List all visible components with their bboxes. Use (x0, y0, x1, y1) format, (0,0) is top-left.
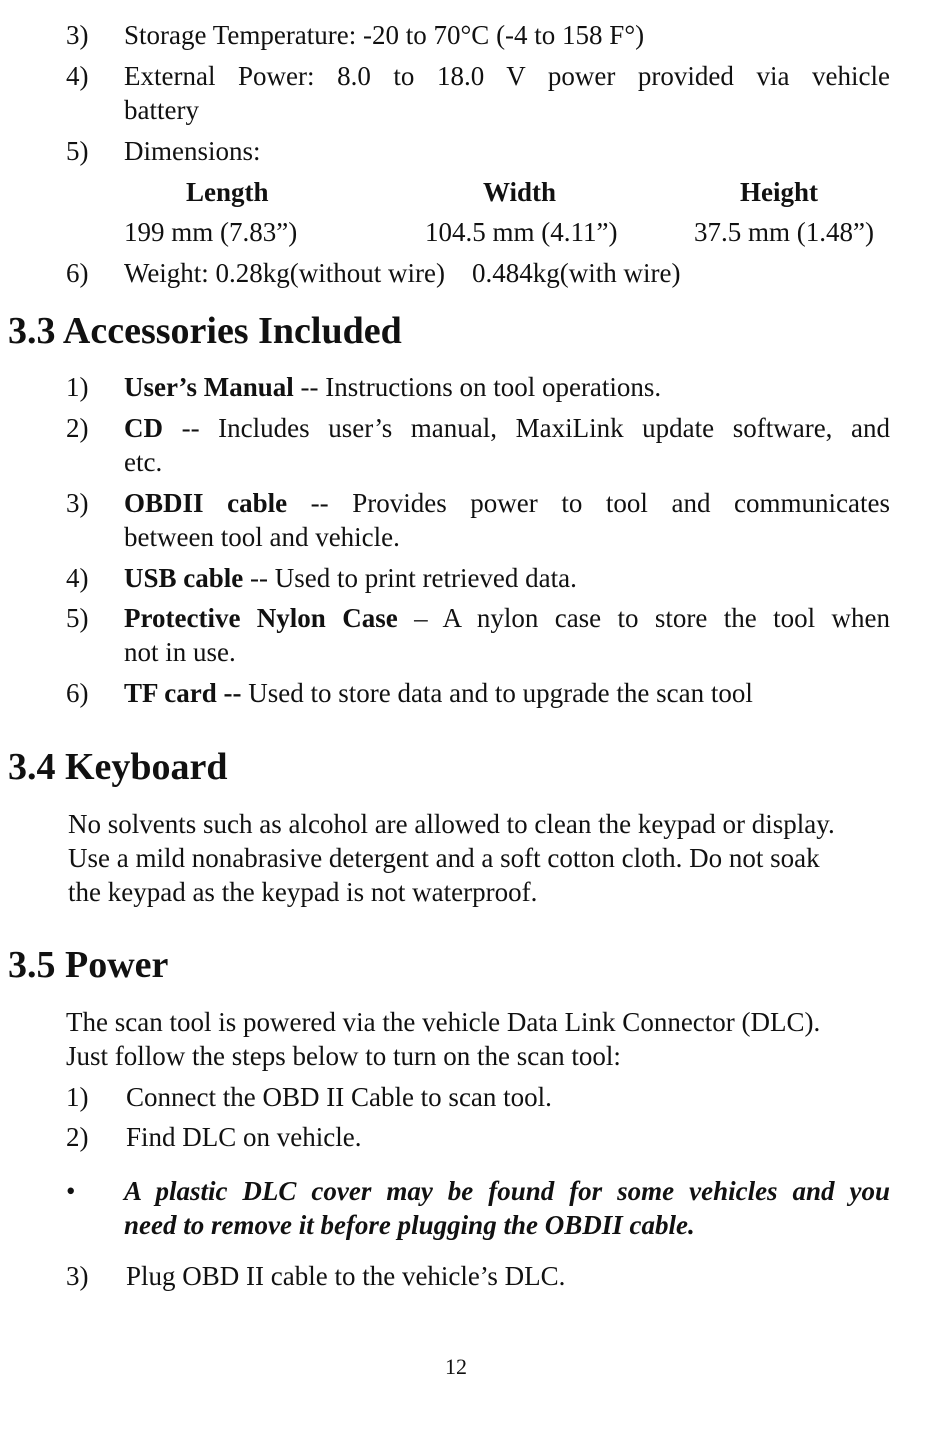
list-number: 2) (66, 413, 89, 443)
list-number: 3) (66, 1261, 89, 1291)
list-number: 3) (66, 488, 89, 518)
power-step-text: Plug OBD II cable to the vehicle’s DLC. (126, 1261, 566, 1291)
page-number: 12 (445, 1354, 467, 1379)
accessory-description: – A nylon case to store the tool when (397, 603, 890, 633)
list-number: 6) (66, 258, 89, 288)
accessory-text (124, 561, 577, 595)
keyboard-paragraph-line: the keypad as the keypad is not waterproof. (68, 877, 538, 907)
dimension-value-height: 37.5 mm (1.48”) (694, 217, 874, 247)
power-intro-line: Just follow the steps below to turn on the scan tool: (66, 1041, 621, 1071)
list-number: 5) (66, 136, 89, 166)
accessory-text (124, 601, 890, 635)
accessory-description: -- Includes user’s manual, MaxiLink update software, and (163, 413, 890, 443)
dimension-header-width: Width (483, 177, 557, 207)
accessory-name: Protective Nylon Case (124, 603, 398, 633)
accessory-description: Used to store data and to upgrade the scan tool (241, 678, 753, 708)
dimension-header-height: Height (740, 177, 818, 207)
list-number: 2) (66, 1122, 89, 1152)
dimension-value-width: 104.5 mm (4.11”) (425, 217, 618, 247)
power-intro-line: The scan tool is powered via the vehicle Data Link Connector (DLC). (66, 1007, 821, 1037)
power-note-text: A plastic DLC cover may be found for some vehicles and you (124, 1176, 890, 1206)
accessory-name: User’s Manual (124, 372, 294, 402)
bullet-icon: • (66, 1176, 76, 1206)
accessory-description: -- Used to print retrieved data. (243, 563, 577, 593)
spec-text: Weight: 0.28kg(without wire) 0.484kg(with wire) (124, 258, 681, 288)
accessory-text-cont: between tool and vehicle. (124, 522, 400, 552)
power-note-text-cont: need to remove it before plugging the OBDII cable. (124, 1210, 695, 1240)
list-number: 1) (66, 1082, 89, 1112)
accessory-name: CD (124, 413, 163, 443)
power-step-text: Connect the OBD II Cable to scan tool. (126, 1082, 552, 1112)
spec-text: Storage Temperature: -20 to 70°C (-4 to 158 F°) (124, 20, 645, 50)
accessory-text (124, 676, 753, 710)
list-number: 4) (66, 61, 89, 91)
accessory-name: TF card -- (124, 678, 242, 708)
accessory-text (124, 411, 890, 445)
section-heading-accessories: 3.3 Accessories Included (8, 310, 402, 352)
accessory-text-cont: etc. (124, 447, 163, 477)
list-number: 5) (66, 603, 89, 633)
accessory-name: OBDII cable (124, 488, 288, 518)
accessory-text-cont: not in use. (124, 637, 236, 667)
list-number: 6) (66, 678, 89, 708)
keyboard-paragraph-line: No solvents such as alcohol are allowed to clean the keypad or display. (68, 809, 835, 839)
list-number: 4) (66, 563, 89, 593)
accessory-text (124, 370, 661, 404)
section-heading-power: 3.5 Power (8, 944, 169, 986)
power-step-text: Find DLC on vehicle. (126, 1122, 362, 1152)
accessory-description: -- Provides power to tool and communicates (287, 488, 890, 518)
keyboard-paragraph-line: Use a mild nonabrasive detergent and a soft cotton cloth. Do not soak (68, 843, 820, 873)
accessory-text (124, 486, 890, 520)
spec-text: External Power: 8.0 to 18.0 V power provided via vehicle (124, 61, 890, 91)
list-number: 1) (66, 372, 89, 402)
spec-text: Dimensions: (124, 136, 261, 166)
list-number: 3) (66, 20, 89, 50)
dimension-value-length: 199 mm (7.83”) (124, 217, 298, 247)
section-heading-keyboard: 3.4 Keyboard (8, 746, 228, 788)
accessory-description: -- Instructions on tool operations. (293, 372, 662, 402)
dimension-header-length: Length (186, 177, 269, 207)
accessory-name: USB cable (124, 563, 244, 593)
spec-text-cont: battery (124, 95, 199, 125)
